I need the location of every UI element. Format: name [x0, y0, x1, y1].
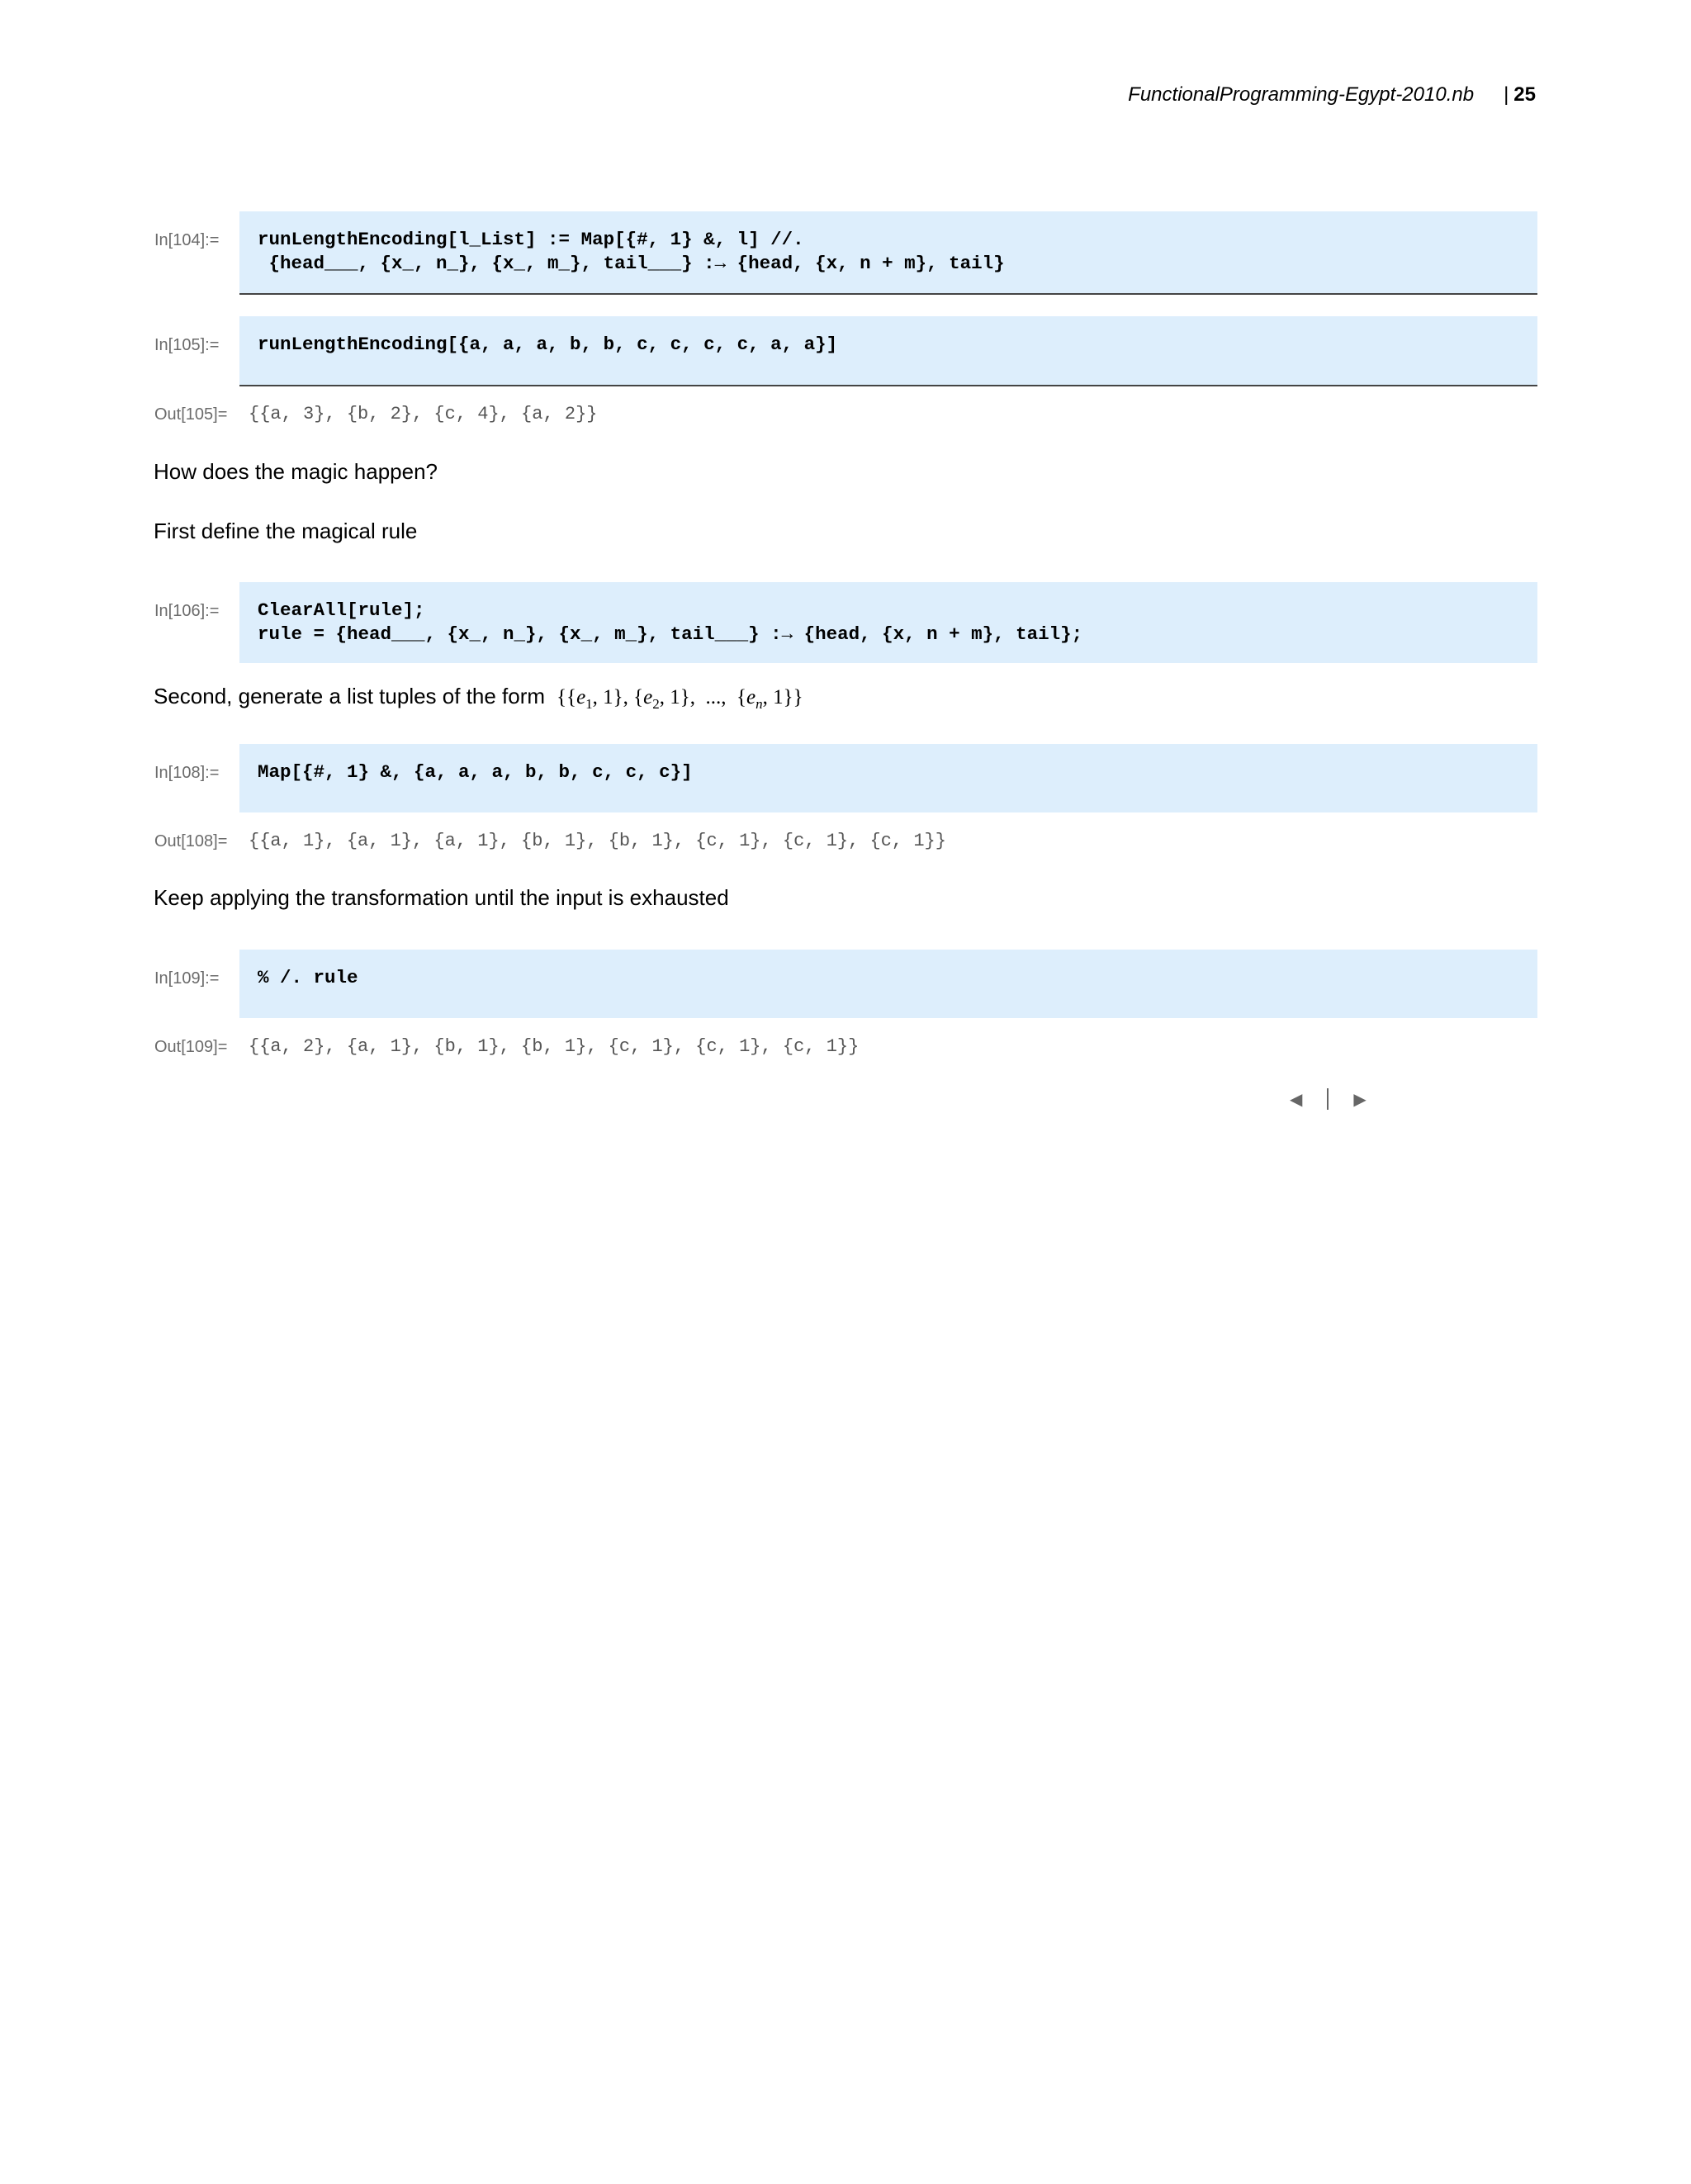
code-line: {head___, {x_, n_}, {x_, m_}, tail___} :→ {head, {x, n + m}, tail} — [258, 253, 1005, 274]
code-line: runLengthEncoding[l_List] := Map[{#, 1} &, l] //. — [258, 229, 804, 250]
tuple-formula: {{$e_1$, 1}, {$e_2$, 1}, ..., {$e_n$, 1}} — [557, 686, 803, 712]
page-header — [1128, 83, 1536, 107]
input-label-109: In[109]:= — [154, 969, 220, 988]
input-cell-105[interactable] — [239, 316, 1537, 386]
output-label-109: Out[109]= — [154, 1038, 228, 1056]
tuples-text: Second, generate a list tuples of the form — [154, 684, 546, 708]
input-label-106: In[106]:= — [154, 602, 220, 620]
code-line: runLengthEncoding[{a, a, a, b, b, c, c, c, c, a, a}] — [258, 334, 838, 355]
notebook-name: FunctionalProgramming-Egypt-2010.nb — [1128, 83, 1475, 106]
output-value-109: {{a, 2}, {a, 1}, {b, 1}, {b, 1}, {c, 1}, {c, 1}, {c, 1}} — [249, 1036, 860, 1057]
header-separator: | — [1504, 83, 1509, 106]
input-label-108: In[108]:= — [154, 764, 220, 782]
code-line: % /. rule — [258, 967, 358, 988]
input-cell-106[interactable] — [239, 582, 1537, 663]
input-cell-108[interactable] — [239, 744, 1537, 812]
text-cell-keep-applying: Keep applying the transformation until the input is exhausted — [154, 885, 729, 910]
nav-divider — [1327, 1088, 1329, 1110]
next-page-icon[interactable]: ▶ — [1353, 1089, 1367, 1109]
output-label-108: Out[108]= — [154, 832, 228, 850]
input-cell-104[interactable] — [239, 211, 1537, 295]
code-line: Map[{#, 1} &, {a, a, a, b, b, c, c, c}] — [258, 761, 693, 783]
output-value-108: {{a, 1}, {a, 1}, {a, 1}, {b, 1}, {b, 1}, {c, 1}, {c, 1}, {c, 1}} — [249, 831, 946, 851]
page-number: 25 — [1513, 83, 1536, 106]
input-cell-109[interactable] — [239, 950, 1537, 1018]
output-label-105: Out[105]= — [154, 405, 228, 424]
page-navigation — [1290, 1088, 1367, 1110]
code-line: rule = {head___, {x_, n_}, {x_, m_}, tail___} :→ {head, {x, n + m}, tail}; — [258, 623, 1083, 645]
output-value-105: {{a, 3}, {b, 2}, {c, 4}, {a, 2}} — [249, 404, 598, 424]
code-line: ClearAll[rule]; — [258, 599, 425, 621]
text-cell-define-rule: First define the magical rule — [154, 519, 418, 543]
text-cell-tuples — [154, 684, 803, 713]
previous-page-icon[interactable]: ◀ — [1290, 1089, 1303, 1109]
text-cell-magic: How does the magic happen? — [154, 459, 438, 484]
input-label-104: In[104]:= — [154, 231, 220, 249]
input-label-105: In[105]:= — [154, 336, 220, 354]
